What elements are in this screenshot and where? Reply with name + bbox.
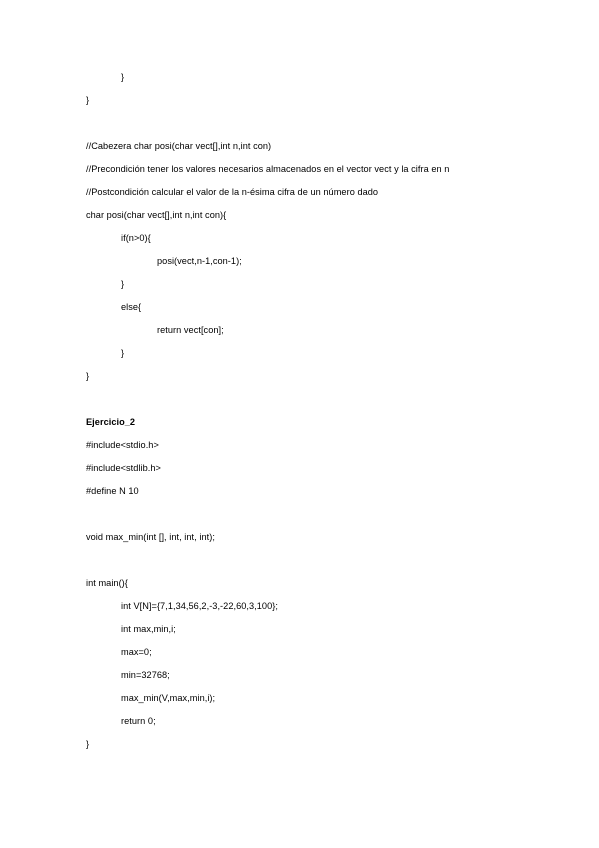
code-line: else{	[121, 302, 142, 312]
comment-line: //Postcondición calcular el valor de la n-ésima cifra de un número dado	[86, 187, 379, 197]
code-line: int V[N]={7,1,34,56,2,-3,-22,60,3,100};	[121, 601, 278, 611]
code-line: return 0;	[121, 716, 156, 726]
code-line: #define N 10	[86, 486, 139, 496]
code-line: #include<stdlib.h>	[86, 463, 161, 473]
code-line: max_min(V,max,min,i);	[121, 693, 216, 703]
code-line: }	[86, 371, 90, 381]
code-line: int max,min,i;	[121, 624, 176, 634]
code-line: }	[86, 739, 90, 749]
code-line: max=0;	[121, 647, 152, 657]
comment-line: //Precondición tener los valores necesarios almacenados en el vector vect y la cifra en n	[86, 164, 450, 174]
code-line: void max_min(int [], int, int, int);	[86, 532, 215, 542]
code-line: }	[121, 279, 125, 289]
code-line: }	[121, 348, 125, 358]
code-line: posi(vect,n-1,con-1);	[157, 256, 242, 266]
code-line: char posi(char vect[],int n,int con){	[86, 210, 227, 220]
code-line: int main(){	[86, 578, 128, 588]
code-line: }	[86, 95, 90, 105]
comment-line: //Cabezera char posi(char vect[],int n,int con)	[86, 141, 272, 151]
section-heading: Ejercicio_2	[86, 417, 136, 427]
code-line: return vect[con];	[157, 325, 224, 335]
code-line: if(n>0){	[121, 233, 151, 243]
code-line: #include<stdio.h>	[86, 440, 159, 450]
code-line: }	[121, 72, 125, 82]
code-line: min=32768;	[121, 670, 170, 680]
